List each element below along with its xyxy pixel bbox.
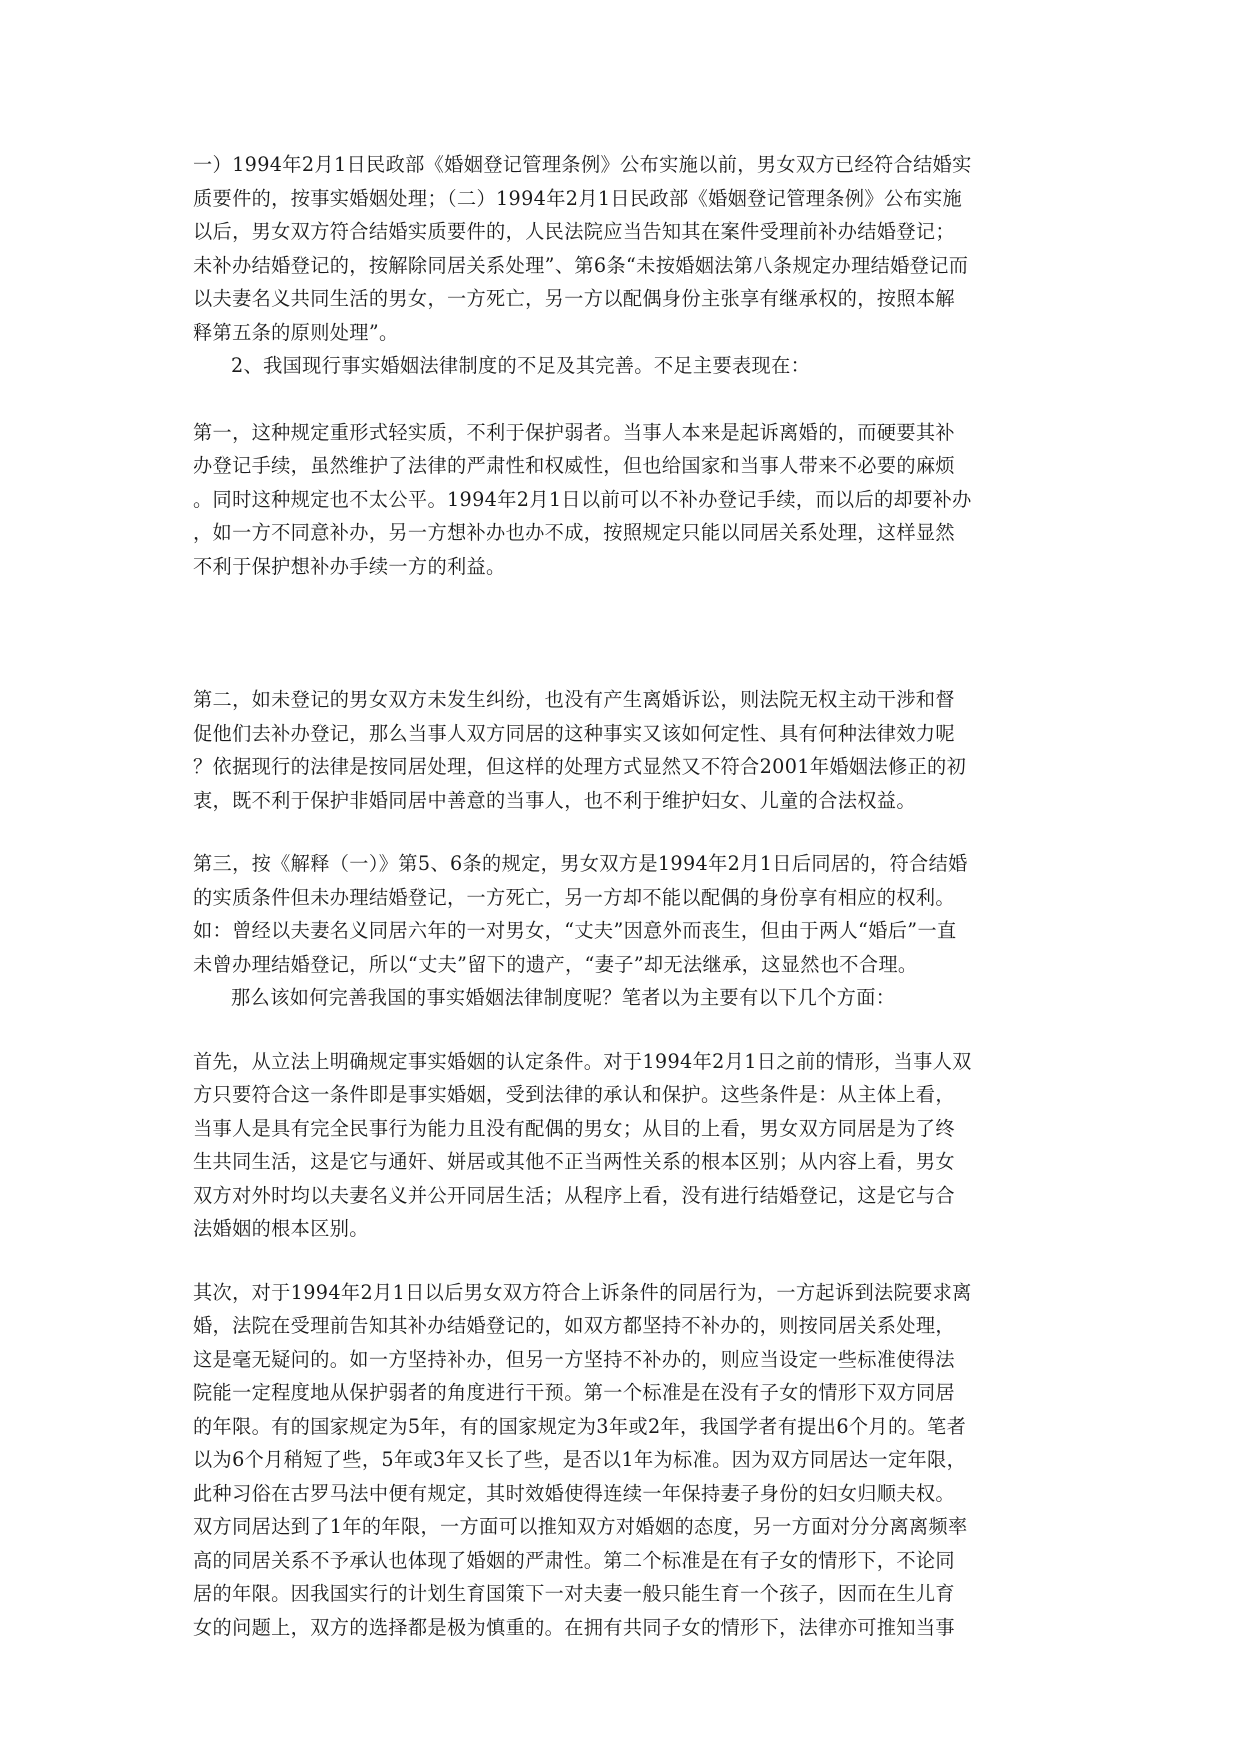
text-line: 生共同生活，这是它与通奸、姘居或其他不正当两性关系的根本区别；从内容上看，男女	[193, 1150, 955, 1173]
paragraph-firstly	[193, 1045, 1053, 1246]
text-line: 其次，对于1994年2月1日以后男女双方符合上诉条件的同居行为，一方起诉到法院要求离	[193, 1280, 972, 1304]
text-line: 高的同居关系不予承认也体现了婚姻的严肃性。第二个标准是在有子女的情形下，不论同	[193, 1548, 955, 1572]
text-line: 衷，既不利于保护非婚同居中善意的当事人，也不利于维护妇女、儿童的合法权益。	[193, 788, 916, 812]
text-line: 如：曾经以夫妻名义同居六年的一对男女，“丈夫”因意外而丧生，但由于两人“婚后”一直	[193, 919, 957, 942]
text-line: 促他们去补办登记，那么当事人双方同居的这种事实又该如何定性、具有何种法律效力呢	[193, 721, 955, 745]
paragraph-section-heading	[193, 349, 1053, 383]
document-body	[193, 148, 1053, 1644]
text-line: 女的问题上，双方的选择都是极为慎重的。在拥有共同子女的情形下，法律亦可推知当事	[193, 1615, 955, 1639]
paragraph-second-point	[193, 683, 1053, 817]
text-line: 释第五条的原则处理”。	[193, 320, 399, 344]
text-line: 一）1994年2月1日民政部《婚姻登记管理条例》公布实施以前，男女双方已经符合结婚实	[193, 153, 972, 176]
text-line: 第三，按《解释（一）》第5、6条的规定，男女双方是1994年2月1日后同居的，符合结婚	[193, 852, 968, 875]
text-line: 以后，男女双方符合结婚实质要件的，人民法院应当告知其在案件受理前补办结婚登记；	[193, 220, 955, 243]
text-line: 第一，这种规定重形式轻实质，不利于保护弱者。当事人本来是起诉离婚的，而硬要其补	[193, 420, 955, 444]
text-line: 双方同居达到了1年的年限，一方面可以推知双方对婚姻的态度，另一方面对分分离离频率	[193, 1515, 968, 1538]
paragraph-marriage-regulation	[193, 148, 1053, 349]
paragraph-spacer	[193, 817, 1053, 847]
text-line: 2、我国现行事实婚姻法律制度的不足及其完善。不足主要表现在：	[231, 354, 811, 377]
paragraph-improvement-intro	[193, 981, 1053, 1015]
text-line: ，如一方不同意补办，另一方想补办也办不成，按照规定只能以同居关系处理，这样显然	[193, 521, 955, 544]
text-line: 此种习俗在古罗马法中便有规定，其时效婚使得连续一年保持妻子身份的妇女归顺夫权。	[193, 1481, 955, 1505]
text-line: 双方对外时均以夫妻名义并公开同居生活；从程序上看，没有进行结婚登记，这是它与合	[193, 1183, 955, 1207]
text-line: 婚，法院在受理前告知其补办结婚登记的，如双方都坚持不补办的，则按同居关系处理，	[193, 1314, 955, 1337]
text-line: 的年限。有的国家规定为5年，有的国家规定为3年或2年，我国学者有提出6个月的。笔者	[193, 1414, 967, 1438]
text-line: 质要件的，按事实婚姻处理；（二）1994年2月1日民政部《婚姻登记管理条例》公布实施	[193, 186, 963, 210]
text-line: 以为6个月稍短了些，5年或3年又长了些，是否以1年为标准。因为双方同居达一定年限，	[193, 1448, 967, 1471]
paragraph-spacer	[193, 1015, 1053, 1045]
paragraph-spacer	[193, 583, 1053, 683]
text-line: 不利于保护想补办手续一方的利益。	[193, 554, 506, 578]
text-line: 居的年限。因我国实行的计划生育国策下一对夫妻一般只能生育一个孩子，因而在生儿育	[193, 1582, 955, 1605]
text-line: 那么该如何完善我国的事实婚姻法律制度呢？笔者以为主要有以下几个方面：	[231, 986, 896, 1009]
paragraph-first-point	[193, 416, 1053, 584]
text-line: 首先，从立法上明确规定事实婚姻的认定条件。对于1994年2月1日之前的情形，当事人双	[193, 1049, 972, 1073]
text-line: 当事人是具有完全民事行为能力且没有配偶的男女；从目的上看，男女双方同居是为了终	[193, 1116, 955, 1140]
text-line: 的实质条件但未办理结婚登记，一方死亡，另一方却不能以配偶的身份享有相应的权利。	[193, 885, 955, 909]
text-line: ？依据现行的法律是按同居处理，但这样的处理方式显然又不符合2001年婚姻法修正的初	[193, 755, 967, 778]
paragraph-spacer	[193, 383, 1053, 416]
text-line: 方只要符合这一条件即是事实婚姻，受到法律的承认和保护。这些条件是：从主体上看，	[193, 1083, 955, 1106]
text-line: 以夫妻名义共同生活的男女，一方死亡，另一方以配偶身份主张享有继承权的，按照本解	[193, 287, 955, 310]
paragraph-secondly	[193, 1276, 1053, 1645]
paragraph-spacer	[193, 1246, 1053, 1276]
text-line: 办登记手续，虽然维护了法律的严肃性和权威性，但也给国家和当事人带来不必要的麻烦	[193, 454, 955, 477]
text-line: 院能一定程度地从保护弱者的角度进行干预。第一个标准是在没有子女的情形下双方同居	[193, 1381, 955, 1404]
text-line: 第二，如未登记的男女双方未发生纠纷，也没有产生离婚诉讼，则法院无权主动干涉和督	[193, 688, 955, 711]
text-line: 这是毫无疑问的。如一方坚持补办，但另一方坚持不补办的，则应当设定一些标准使得法	[193, 1347, 955, 1371]
text-line: 未曾办理结婚登记，所以“丈夫”留下的遗产，“妻子”却无法继承，这显然也不合理。	[193, 952, 918, 976]
paragraph-third-point	[193, 847, 1053, 981]
text-line: 未补办结婚登记的，按解除同居关系处理”、第6条“未按婚姻法第八条规定办理结婚登记而	[193, 253, 969, 277]
text-line: 法婚姻的根本区别。	[193, 1217, 369, 1240]
text-line: 。同时这种规定也不太公平。1994年2月1日以前可以不补办登记手续，而以后的却要补办	[193, 487, 972, 511]
